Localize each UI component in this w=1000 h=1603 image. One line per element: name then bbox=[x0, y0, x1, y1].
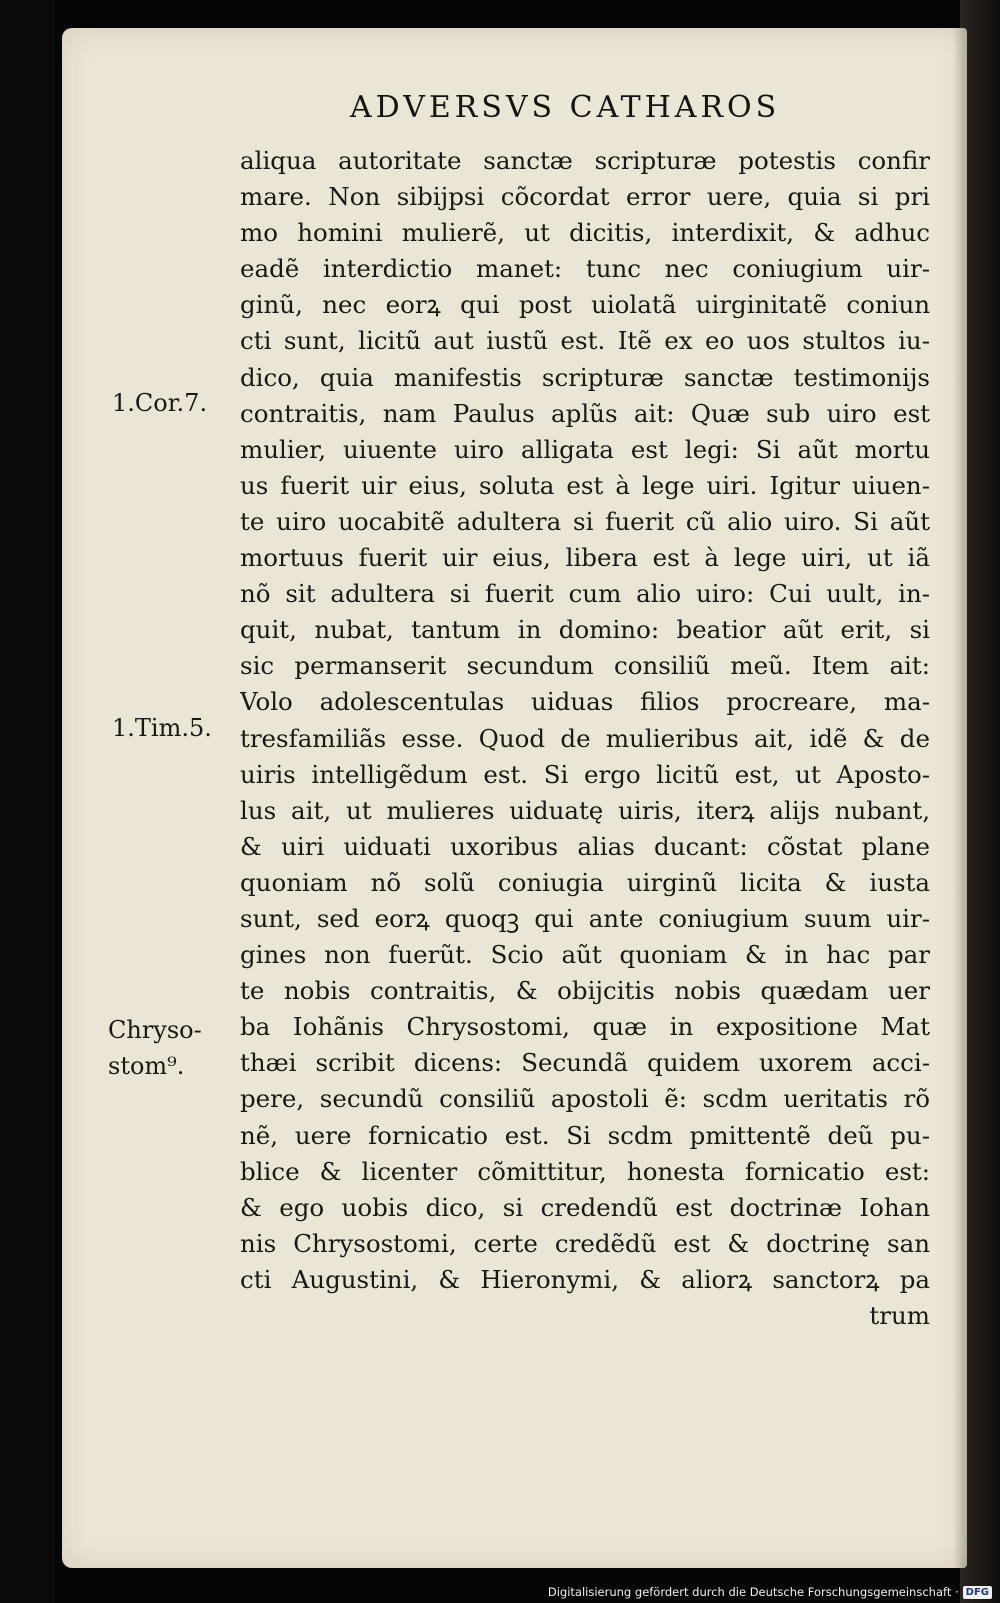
text-line: ginũ, nec eorꝝ qui post uiolatã uirginitatẽ coniun bbox=[240, 290, 930, 320]
text-line: trum bbox=[869, 1301, 930, 1330]
text-line: nõ sit adultera si fuerit cum alio uiro: Cui uult, in- bbox=[240, 579, 930, 609]
text-line: sunt, sed eorꝝ quoqꝫ qui ante coniugium suum uir- bbox=[240, 903, 930, 933]
body-text bbox=[240, 143, 930, 1334]
text-line: cti sunt, licitũ aut iustũ est. Itẽ ex eo uos stultos iu- bbox=[240, 326, 930, 356]
text-line: mo homini mulierẽ, ut dicitis, interdixit, & adhuc bbox=[240, 218, 930, 248]
text-line: & uiri uiduati uxoribus alias ducant: cõstat plane bbox=[240, 831, 930, 861]
text-line: nẽ, uere fornicatio est. Si scdm pmittentẽ deũ pu- bbox=[240, 1120, 930, 1150]
footer-text: Digitalisierung gefördert durch die Deutsche Forschungsgemeinschaft · bbox=[547, 1585, 959, 1599]
text-line: dico, quia manifestis scripturæ sanctæ testimonijs bbox=[240, 362, 930, 392]
text-line: gines non fuerũt. Scio aũt quoniam & in hac par bbox=[240, 940, 930, 970]
text-line: ba Iohãnis Chrysostomi, quæ in expositione Mat bbox=[240, 1012, 930, 1042]
footer-credit bbox=[548, 1585, 992, 1599]
text-line: cti Augustini, & Hieronymi, & aliorꝝ sanctorꝝ pa bbox=[240, 1264, 930, 1294]
marginal-note-cor: 1.Cor.7. bbox=[112, 389, 208, 417]
text-line: tresfamiliãs esse. Quod de mulieribus ait, idẽ & de bbox=[240, 723, 930, 753]
marginal-note-chrysostom-2: stom⁹. bbox=[108, 1052, 185, 1080]
text-line: mare. Non sibijpsi cõcordat error uere, quia si pri bbox=[240, 182, 930, 212]
text-line: uiris intelligẽdum est. Si ergo licitũ est, ut Aposto- bbox=[240, 759, 930, 789]
text-line: sic permanserit secundum consiliũ meũ. Item ait: bbox=[240, 651, 930, 681]
page-edge-shadow bbox=[953, 28, 967, 1568]
text-line: mortuus fuerit uir eius, libera est à lege uiri, ut iã bbox=[240, 543, 930, 573]
text-line: pere, secundũ consiliũ apostoli ẽ: scdm ueritatis rõ bbox=[240, 1084, 930, 1114]
running-head: ADVERSVS CATHAROS bbox=[350, 90, 781, 125]
text-line: te uiro uocabitẽ adultera si fuerit cũ alio uiro. Si aũt bbox=[240, 506, 930, 536]
text-line: Volo adolescentulas uiduas filios procreare, ma- bbox=[240, 687, 930, 717]
text-line: eadẽ interdictio manet: tunc nec coniugium uir- bbox=[240, 254, 930, 284]
marginal-note-chrysostom-1: Chryso- bbox=[108, 1016, 202, 1044]
text-line: quoniam nõ solũ coniugia uirginũ licita & iusta bbox=[240, 867, 930, 897]
text-line: te nobis contraitis, & obijcitis nobis quædam uer bbox=[240, 976, 930, 1006]
text-line: aliqua autoritate sanctæ scripturæ potestis confir bbox=[240, 146, 930, 175]
text-line: thæi scribit dicens: Secundã quidem uxorem acci- bbox=[240, 1048, 930, 1078]
text-line: nis Chrysostomi, certe credẽdũ est & doctrinę san bbox=[240, 1228, 930, 1258]
text-line: blice & licenter cõmittitur, honesta fornicatio est: bbox=[240, 1156, 930, 1186]
dfg-logo: DFG bbox=[963, 1586, 992, 1599]
text-line: quit, nubat, tantum in domino: beatior aũt erit, si bbox=[240, 615, 930, 645]
marginal-note-tim: 1.Tim.5. bbox=[112, 714, 212, 742]
text-line: us fuerit uir eius, soluta est à lege uiri. Igitur uiuen- bbox=[240, 470, 930, 500]
scan-background-left bbox=[0, 0, 55, 1603]
text-line: mulier, uiuente uiro alligata est legi: Si aũt mortu bbox=[240, 434, 930, 464]
text-line: contraitis, nam Paulus aplũs ait: Quæ sub uiro est bbox=[240, 398, 930, 428]
text-line: & ego uobis dico, si credendũ est doctrinæ Iohan bbox=[240, 1192, 930, 1222]
text-line: lus ait, ut mulieres uiduatę uiris, iterꝝ alijs nubant, bbox=[240, 795, 930, 825]
